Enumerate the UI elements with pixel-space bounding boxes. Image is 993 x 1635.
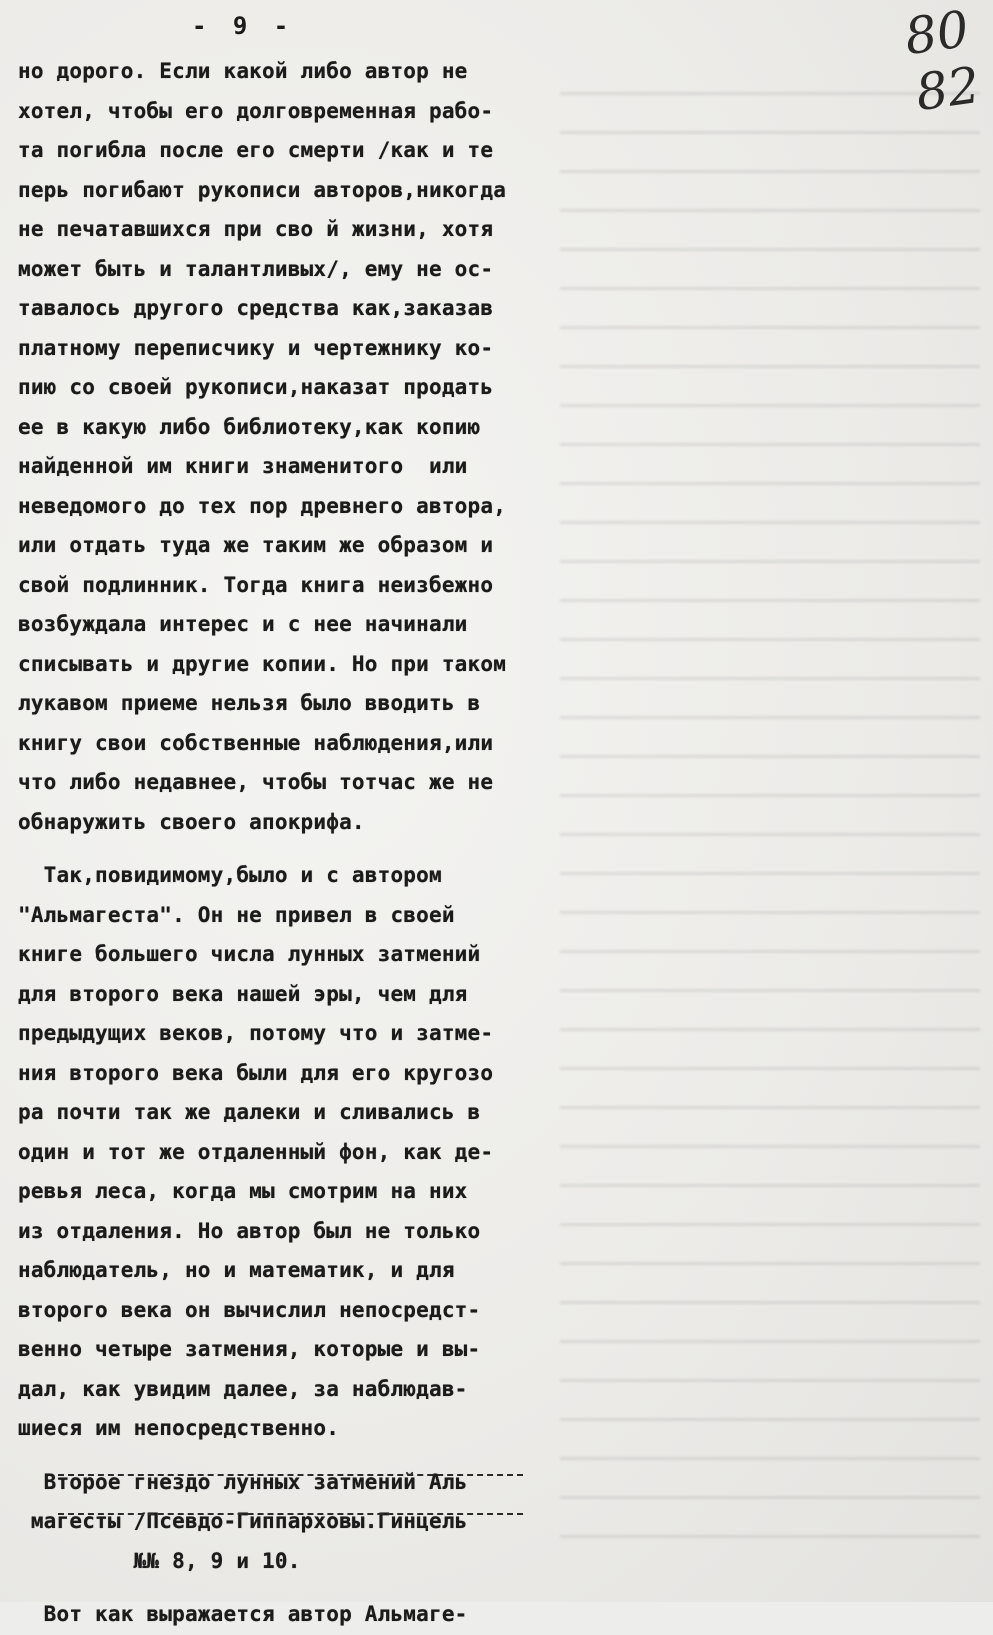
- heading-line: Второе гнездо лунных затмений Аль: [18, 1469, 468, 1494]
- text-line: книге большего числа лунных затмений: [18, 942, 481, 966]
- text-line: обнаружить своего апокрифа.: [18, 809, 365, 834]
- heading-line: магесты /Псевдо-Гиппарховы.Гинцель: [18, 1509, 468, 1533]
- text-line: но дорого. Если какой либо автор не: [18, 59, 468, 83]
- text-line: книгу свои собственные наблюдения,или: [18, 730, 494, 755]
- text-line: дал, как увидим далее, за наблюдав-: [18, 1376, 468, 1401]
- text-line: "Альмагеста". Он не привел в своей: [18, 902, 455, 927]
- text-line: что либо недавнее, чтобы тотчас же не: [18, 770, 494, 794]
- text-line: Так,повидимому,было и с автором: [18, 863, 442, 887]
- text-line: предыдущих веков, потому что и затме-: [18, 1021, 494, 1045]
- text-line: из отдаления. Но автор был не только: [18, 1218, 481, 1243]
- text-line: ревья леса, когда мы смотрим на них: [18, 1179, 468, 1203]
- text-line: перь погибают рукописи авторов,никогда: [18, 177, 507, 202]
- text-line: ее в какую либо библиотеку,как копию: [18, 414, 481, 439]
- text-line: пию со своей рукописи,наказат продать: [18, 375, 494, 399]
- text-line: может быть и талантливых/, ему не ос-: [18, 256, 494, 281]
- text-line: ния второго века были для его кругозо: [18, 1060, 494, 1085]
- text-line: шиеся им непосредственно.: [18, 1416, 340, 1440]
- text-line: или отдать туда же таким же образом и: [18, 533, 494, 557]
- text-line: наблюдатель, но и математик, и для: [18, 1258, 455, 1282]
- page-number: - 9 -: [192, 12, 295, 40]
- text-line: один и тот же отдаленный фон, как де-: [18, 1139, 494, 1164]
- text-line: списывать и другие копии. Но при таком: [18, 651, 507, 676]
- text-line: неведомого до тех пор древнего автора,: [18, 493, 507, 518]
- heading-line: №№ 8, 9 и 10.: [18, 1548, 301, 1573]
- typed-text-body: [18, 52, 548, 1635]
- text-line: не печатавшихся при сво й жизни, хотя: [18, 217, 494, 241]
- text-line: для второго века нашей эры, чем для: [18, 981, 468, 1006]
- section-heading: [18, 1463, 548, 1582]
- text-line: хотел, чтобы его долговременная рабо-: [18, 98, 494, 123]
- handwritten-folio-number-2: 82: [912, 55, 984, 123]
- heading-underline: [58, 1513, 523, 1515]
- paragraph-2: [18, 856, 548, 1449]
- text-line: тавалось другого средства как,заказав: [18, 296, 494, 320]
- paragraph-gap: [18, 1581, 548, 1595]
- text-line: венно четыре затмения, которые и вы-: [18, 1337, 481, 1361]
- paragraph-gap: [18, 1449, 548, 1463]
- text-line: возбуждала интерес и с нее начинали: [18, 612, 468, 636]
- text-line: ра почти так же далеки и сливались в: [18, 1100, 481, 1124]
- text-line: свой подлинник. Тогда книга неизбежно: [18, 572, 494, 597]
- bleed-through-text: [560, 70, 980, 1550]
- closing-line: Вот как выражается автор Альмаге-: [18, 1602, 468, 1626]
- paragraph-1: [18, 52, 548, 842]
- text-line: та погибла после его смерти /как и те: [18, 138, 494, 162]
- text-line: лукавом приеме нельзя было вводить в: [18, 691, 481, 715]
- text-line: платному переписчику и чертежнику ко-: [18, 335, 494, 360]
- text-line: найденной им книги знаменитого или: [18, 454, 468, 478]
- paragraph-gap: [18, 842, 548, 856]
- handwritten-folio-number: 80: [901, 0, 973, 67]
- text-line: второго века он вычислил непосредст-: [18, 1297, 481, 1322]
- heading-underline: [58, 1474, 523, 1476]
